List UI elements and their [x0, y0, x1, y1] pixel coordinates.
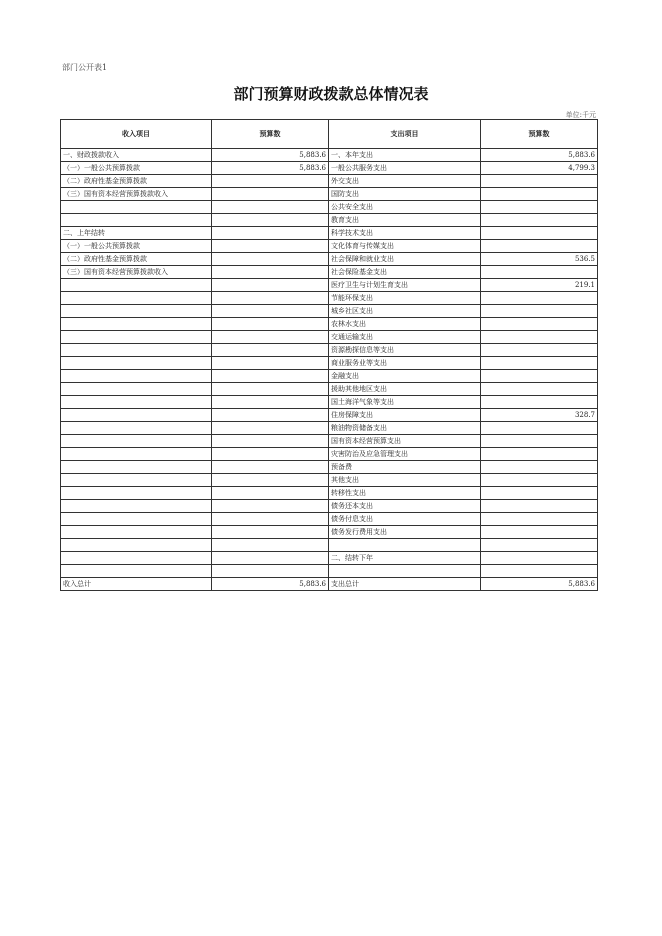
income-item-cell	[61, 474, 212, 487]
expense-item-cell: 国土海洋气象等支出	[329, 396, 481, 409]
income-amount-cell	[212, 474, 329, 487]
table-row	[61, 435, 598, 448]
table-row	[61, 370, 598, 383]
header-income-item: 收入项目	[61, 120, 212, 149]
header-expense-amount: 预算数	[481, 120, 598, 149]
expense-item-cell: 节能环保支出	[329, 292, 481, 305]
expense-item-cell: 粮油物资储备支出	[329, 422, 481, 435]
table-row	[61, 539, 598, 552]
expense-item-cell: 商业服务业等支出	[329, 357, 481, 370]
table-row	[61, 461, 598, 474]
income-amount-cell	[212, 370, 329, 383]
expense-item-cell: 国有资本经营预算支出	[329, 435, 481, 448]
table-row	[61, 383, 598, 396]
expense-item-cell: 一般公共服务支出	[329, 162, 481, 175]
expense-amount-cell	[481, 370, 598, 383]
expense-amount-cell	[481, 435, 598, 448]
expense-item-cell: 债务发行费用支出	[329, 526, 481, 539]
income-item-cell	[61, 331, 212, 344]
expense-item-cell: 外交支出	[329, 175, 481, 188]
income-item-cell	[61, 539, 212, 552]
income-item-cell	[61, 383, 212, 396]
header-expense-item: 支出项目	[329, 120, 481, 149]
expense-amount-cell	[481, 474, 598, 487]
page-title: 部门预算财政拨款总体情况表	[233, 85, 429, 103]
expense-item-cell: 一、本年支出	[329, 149, 481, 162]
income-amount-cell	[212, 240, 329, 253]
income-item-cell	[61, 344, 212, 357]
income-amount-cell	[212, 344, 329, 357]
expense-amount-cell	[481, 526, 598, 539]
income-amount-cell	[212, 305, 329, 318]
table-row	[61, 552, 598, 565]
expense-amount-cell	[481, 461, 598, 474]
income-item-cell	[61, 370, 212, 383]
expense-amount-cell	[481, 227, 598, 240]
budget-table	[60, 119, 598, 591]
income-amount-cell	[212, 227, 329, 240]
expense-item-cell: 支出总计	[329, 578, 481, 591]
income-item-cell	[61, 201, 212, 214]
expense-amount-cell	[481, 357, 598, 370]
income-amount-cell: 5,883.6	[212, 578, 329, 591]
income-amount-cell	[212, 318, 329, 331]
income-amount-cell	[212, 201, 329, 214]
table-row	[61, 214, 598, 227]
table-row	[61, 409, 598, 422]
expense-amount-cell	[481, 266, 598, 279]
expense-amount-cell	[481, 422, 598, 435]
table-row	[61, 188, 598, 201]
table-row	[61, 578, 598, 591]
expense-amount-cell	[481, 240, 598, 253]
income-amount-cell	[212, 383, 329, 396]
expense-amount-cell	[481, 214, 598, 227]
income-amount-cell	[212, 565, 329, 578]
income-amount-cell	[212, 500, 329, 513]
income-item-cell: （二）政府性基金预算拨款	[61, 175, 212, 188]
expense-item-cell: 债务付息支出	[329, 513, 481, 526]
income-amount-cell	[212, 513, 329, 526]
income-item-cell	[61, 279, 212, 292]
income-item-cell: 二、上年结转	[61, 227, 212, 240]
table-row	[61, 422, 598, 435]
income-item-cell: 收入总计	[61, 578, 212, 591]
table-row	[61, 331, 598, 344]
form-code: 部门公开表1	[62, 63, 108, 72]
expense-amount-cell	[481, 331, 598, 344]
expense-item-cell: 住房保障支出	[329, 409, 481, 422]
income-item-cell	[61, 448, 212, 461]
expense-item-cell: 医疗卫生与计划生育支出	[329, 279, 481, 292]
expense-amount-cell: 5,883.6	[481, 578, 598, 591]
income-amount-cell	[212, 357, 329, 370]
table-row	[61, 266, 598, 279]
table-row	[61, 240, 598, 253]
income-amount-cell	[212, 448, 329, 461]
income-item-cell: （一）一般公共预算拨款	[61, 162, 212, 175]
table-row	[61, 305, 598, 318]
expense-item-cell: 其他支出	[329, 474, 481, 487]
income-amount-cell	[212, 331, 329, 344]
table-row	[61, 162, 598, 175]
income-amount-cell	[212, 175, 329, 188]
income-item-cell: （一）一般公共预算拨款	[61, 240, 212, 253]
expense-item-cell: 转移性支出	[329, 487, 481, 500]
expense-item-cell: 社会保障和就业支出	[329, 253, 481, 266]
income-amount-cell	[212, 409, 329, 422]
income-amount-cell	[212, 253, 329, 266]
expense-item-cell: 公共安全支出	[329, 201, 481, 214]
expense-item-cell: 科学技术支出	[329, 227, 481, 240]
income-amount-cell	[212, 292, 329, 305]
expense-amount-cell	[481, 201, 598, 214]
expense-amount-cell	[481, 552, 598, 565]
table-row	[61, 201, 598, 214]
expense-item-cell: 城乡社区支出	[329, 305, 481, 318]
expense-item-cell: 金融支出	[329, 370, 481, 383]
income-item-cell: （二）政府性基金预算拨款	[61, 253, 212, 266]
income-amount-cell	[212, 539, 329, 552]
table-row	[61, 318, 598, 331]
expense-item-cell: 援助其他地区支出	[329, 383, 481, 396]
income-item-cell	[61, 500, 212, 513]
expense-amount-cell	[481, 344, 598, 357]
expense-amount-cell	[481, 487, 598, 500]
income-amount-cell	[212, 487, 329, 500]
income-item-cell: （三）国有资本经营预算拨款收入	[61, 188, 212, 201]
expense-amount-cell	[481, 396, 598, 409]
income-amount-cell	[212, 266, 329, 279]
expense-amount-cell: 328.7	[481, 409, 598, 422]
table-row	[61, 357, 598, 370]
table-row	[61, 253, 598, 266]
income-amount-cell: 5,883.6	[212, 162, 329, 175]
income-item-cell	[61, 318, 212, 331]
expense-amount-cell	[481, 305, 598, 318]
table-row	[61, 565, 598, 578]
expense-amount-cell	[481, 539, 598, 552]
table-row	[61, 487, 598, 500]
income-item-cell	[61, 396, 212, 409]
expense-item-cell: 社会保险基金支出	[329, 266, 481, 279]
table-row	[61, 526, 598, 539]
income-item-cell: 一、财政拨款收入	[61, 149, 212, 162]
expense-amount-cell: 536.5	[481, 253, 598, 266]
expense-item-cell	[329, 565, 481, 578]
income-amount-cell	[212, 435, 329, 448]
income-item-cell	[61, 513, 212, 526]
expense-item-cell: 文化体育与传媒支出	[329, 240, 481, 253]
expense-amount-cell	[481, 318, 598, 331]
expense-item-cell: 债务还本支出	[329, 500, 481, 513]
expense-amount-cell: 5,883.6	[481, 149, 598, 162]
income-item-cell	[61, 409, 212, 422]
income-amount-cell	[212, 214, 329, 227]
income-amount-cell	[212, 396, 329, 409]
expense-amount-cell	[481, 175, 598, 188]
table-row	[61, 500, 598, 513]
expense-item-cell: 灾害防治及应急管理支出	[329, 448, 481, 461]
table-row	[61, 448, 598, 461]
income-item-cell	[61, 305, 212, 318]
income-amount-cell	[212, 526, 329, 539]
table-row	[61, 279, 598, 292]
expense-amount-cell	[481, 448, 598, 461]
income-amount-cell	[212, 552, 329, 565]
income-amount-cell	[212, 188, 329, 201]
expense-item-cell: 预备费	[329, 461, 481, 474]
table-header-row	[61, 120, 598, 149]
income-item-cell	[61, 565, 212, 578]
expense-amount-cell	[481, 292, 598, 305]
income-item-cell	[61, 357, 212, 370]
income-item-cell	[61, 292, 212, 305]
expense-item-cell: 资源勘探信息等支出	[329, 344, 481, 357]
income-amount-cell	[212, 279, 329, 292]
income-item-cell	[61, 552, 212, 565]
header-income-amount: 预算数	[212, 120, 329, 149]
income-item-cell	[61, 461, 212, 474]
expense-amount-cell: 219.1	[481, 279, 598, 292]
income-item-cell: （三）国有资本经营预算拨款收入	[61, 266, 212, 279]
income-item-cell	[61, 435, 212, 448]
table-row	[61, 513, 598, 526]
income-item-cell	[61, 422, 212, 435]
expense-item-cell: 二、结转下年	[329, 552, 481, 565]
income-amount-cell: 5,883.6	[212, 149, 329, 162]
expense-amount-cell	[481, 383, 598, 396]
expense-amount-cell	[481, 513, 598, 526]
expense-amount-cell: 4,799.3	[481, 162, 598, 175]
income-item-cell	[61, 487, 212, 500]
expense-amount-cell	[481, 500, 598, 513]
table-row	[61, 227, 598, 240]
table-row	[61, 474, 598, 487]
expense-item-cell: 教育支出	[329, 214, 481, 227]
expense-amount-cell	[481, 565, 598, 578]
unit-label: 单位:千元	[565, 111, 596, 119]
table-row	[61, 344, 598, 357]
expense-item-cell: 农林水支出	[329, 318, 481, 331]
table-row	[61, 292, 598, 305]
expense-item-cell: 国防支出	[329, 188, 481, 201]
income-item-cell	[61, 526, 212, 539]
expense-item-cell	[329, 539, 481, 552]
table-row	[61, 396, 598, 409]
expense-amount-cell	[481, 188, 598, 201]
table-row	[61, 149, 598, 162]
expense-item-cell: 交通运输支出	[329, 331, 481, 344]
income-amount-cell	[212, 422, 329, 435]
income-amount-cell	[212, 461, 329, 474]
income-item-cell	[61, 214, 212, 227]
table-row	[61, 175, 598, 188]
